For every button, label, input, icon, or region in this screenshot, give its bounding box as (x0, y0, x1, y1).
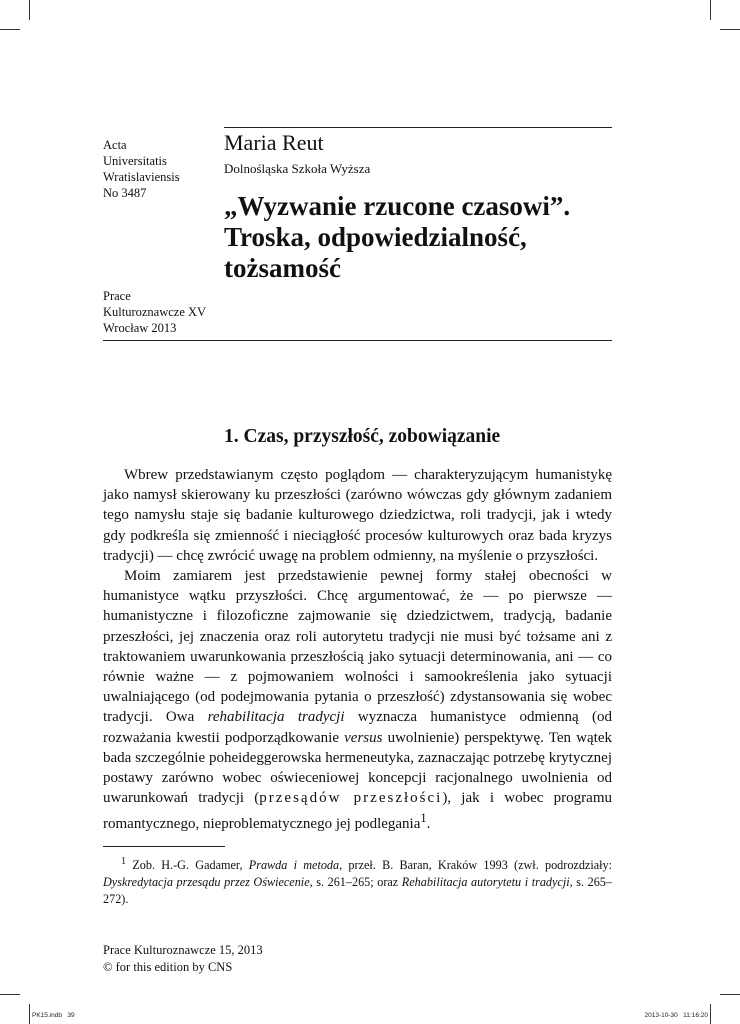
footnote (103, 853, 612, 908)
crop-mark (710, 1004, 711, 1024)
journal-line: Universitatis (103, 154, 167, 168)
footer-line: © for this edition by CNS (103, 960, 233, 974)
crop-mark (29, 0, 30, 20)
text-run: uwolnienie) perspektywę. Ten wątek bada szczególnie poheideggerowska hermeneutyka, zaznaczając potrzebę krytycznej postawy zarówno wobec oświeceniowej koncepcji racjonalnego uwolnienia od uwarunkowań tradycji ( (103, 729, 612, 807)
emphasis: versus (344, 729, 383, 746)
crop-mark (710, 0, 711, 20)
series-line: Prace (103, 289, 131, 303)
footer-line: Prace Kulturoznawcze 15, 2013 (103, 943, 263, 957)
article-title (224, 191, 624, 284)
spaced-emphasis: przesądów przeszłości (259, 790, 443, 807)
page-footer (103, 942, 263, 976)
paragraph: Wbrew przedstawianym często poglądom — charakteryzującym humanistykę jako namysł skierowany ku przeszłości (zarówno wówczas gdy głównym zadaniem tego namysłu staje się badanie kulturowego dziedzictwa, roli tradycji, jak i wtedy gdy podkreśla się zmienność i nieciągłość procesów kulturowych oraz bada kryzys tradycji) — chcę zwrócić uwagę na problem odmienny, na myślenie o przyszłości. (103, 467, 612, 564)
journal-line: No 3487 (103, 186, 147, 200)
text-run: ), jak i wobec programu romantycznego, nieproblematycznego jej podlegania (103, 790, 612, 833)
emphasis: Rehabilitacja autorytetu i tradycji (401, 875, 570, 890)
journal-line: Wratislaviensis (103, 170, 180, 184)
series-line: Kulturoznawcze XV (103, 305, 207, 319)
header-bottom-rule (103, 340, 612, 341)
top-rule (224, 127, 612, 128)
crop-mark (0, 29, 20, 30)
paragraph (103, 566, 612, 835)
footnote-ref[interactable]: 1 (420, 811, 427, 826)
crop-mark (720, 994, 740, 995)
series-line: Wrocław 2013 (103, 321, 177, 335)
emphasis: Dyskredytacja przesądu przez Oświecenie (103, 875, 310, 890)
title-line: Troska, odpowiedzialność, (224, 222, 527, 252)
title-line: „Wyzwanie rzucone czasowi”. (224, 191, 571, 221)
print-slug-timestamp: 2013-10-30 11:16:20 (644, 1012, 708, 1019)
journal-info (103, 137, 180, 201)
title-line: tożsamość (224, 253, 341, 283)
text-run: , s. 261–265; oraz (309, 875, 402, 890)
body-text (103, 465, 612, 835)
series-info (103, 288, 206, 336)
author-name: Maria Reut (224, 130, 324, 155)
footnote-number: 1 (121, 856, 127, 867)
footnote-rule (103, 846, 225, 847)
section-heading: 1. Czas, przyszłość, zobowiązanie (224, 426, 501, 447)
author-affiliation: Dolnośląska Szkoła Wyższa (224, 161, 371, 176)
text-run: . (426, 816, 431, 833)
text-run: Moim zamiarem jest przedstawienie pewnej formy stałej obecności w humanistyce wątku przyszłości. Chcę argumentować, że — po pierwsze — humanistyczne i filozoficzne zajmowanie się dziedzictwem, tradycją, badanie przeszłości, jej znaczenia oraz roli autorytetu tradycji nie musi być tożsame ani z traktowaniem uwarunkowania przeszłością jako sytuacji determinowania, ani — co równie ważne — z pojmowaniem wolności i samookreślenia jako sytuacji uwalniającego (od podejmowania pytania o przeszłość) zdystansowania się wobec tradycji. Owa (103, 568, 612, 726)
text-run: , przeł. B. Baran, Kraków 1993 (zwł. podrozdziały: (339, 858, 613, 873)
text-run: , s. 265–272). (103, 875, 612, 907)
crop-mark (29, 1004, 30, 1024)
journal-line: Acta (103, 138, 127, 152)
text-run: wyznacza humanistyce odmienną (od rozważania kwestii podporządkowanie (103, 709, 612, 746)
text-run: Zob. H.-G. Gadamer, (126, 858, 249, 873)
crop-mark (0, 994, 20, 995)
emphasis: Prawda i metoda (248, 858, 340, 873)
print-slug-file: PK15.indb 39 (32, 1012, 75, 1019)
emphasis: rehabilitacja tradycji (207, 709, 345, 726)
crop-mark (720, 29, 740, 30)
